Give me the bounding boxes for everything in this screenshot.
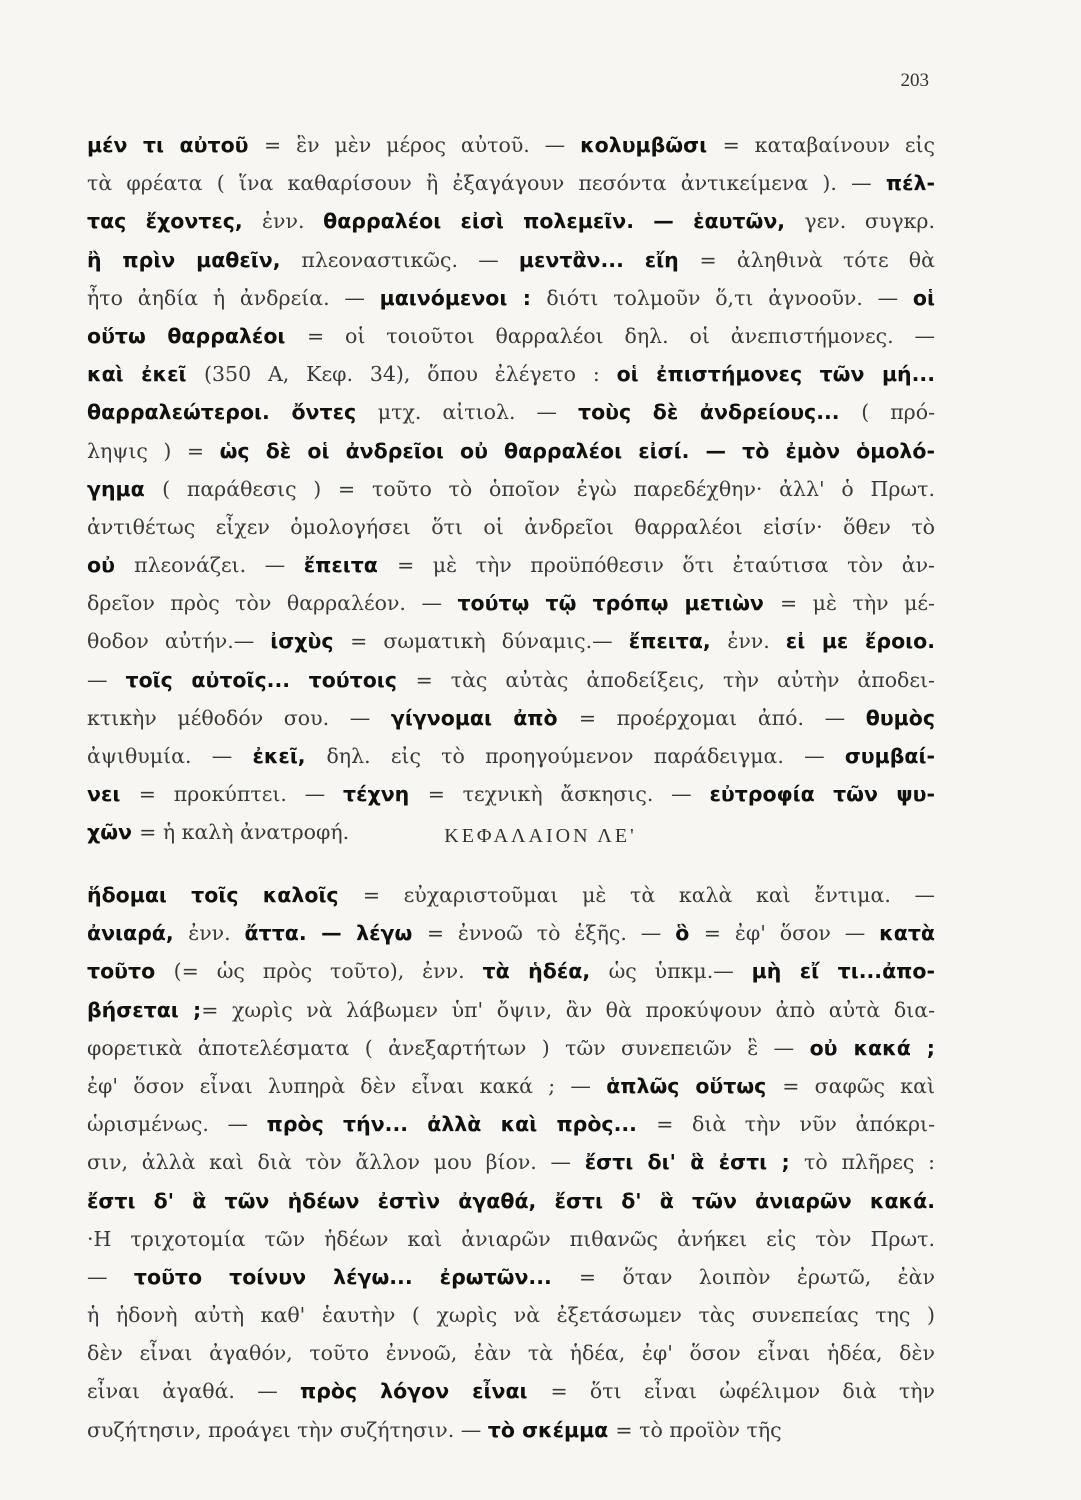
text-line [87,661,935,699]
lemma-term: πρὸς λόγον εἶναι [300,1379,551,1404]
lemma-term: οἱ ἐπιστήμονες τῶν μή... [616,362,935,387]
text-line [87,914,935,952]
gloss-text: = ὅτι εἶναι ὠφέλιμον διὰ τὴν [550,1379,935,1404]
text-line [87,432,935,470]
lemma-term: ἰσχὺς [270,629,351,654]
lemma-term: μαινόμενοι : [379,285,547,310]
lemma-term: τούτῳ τῷ τρόπῳ μετιὼν [457,591,780,616]
text-line [87,584,935,622]
gloss-text: μτχ. αἰτιολ. — [377,400,579,425]
text-line [87,1182,935,1220]
text-line [87,202,935,240]
gloss-text: θοδον αὐτήν.— [87,629,271,654]
lemma-term: ὃ [675,921,704,946]
text-line [87,508,935,546]
text-line [87,1029,935,1067]
text-line [87,952,935,990]
gloss-text: = τὰς αὐτὰς ἀποδείξεις, τὴν αὐτὴν ἀποδει- [415,667,935,692]
lemma-term: θαρραλέοι εἰσὶ πολεμεῖν. — ἑαυτῶν, [323,209,805,234]
page-number: 203 [900,70,929,91]
lemma-term: οὐ κακά ; [809,1035,935,1060]
gloss-text: (350 Α, Κεφ. 34), ὅπου ἐλέγετο : [203,362,617,387]
gloss-text: = εὐχαριστοῦμαι μὲ τὰ καλὰ καὶ ἔντιμα. — [362,883,935,907]
lemma-term: τας ἔχοντες, [87,209,263,234]
lemma-term: κολυμβῶσι [580,133,723,157]
gloss-text: κτικὴν μέθοδόν σου. — [87,705,391,730]
lemma-term: γίγνομαι ἀπὸ [390,705,579,730]
lemma-term: ἢ πρὶν μαθεῖν, [87,247,302,272]
gloss-text: δηλ. εἰς τὸ προηγούμενον παράδειγμα. — [326,744,845,768]
text-line [87,470,935,508]
lemma-term: τέχνη [342,782,428,807]
lemma-term: οὕτω θαρραλέοι [87,323,307,348]
gloss-text: σιν, ἀλλὰ καὶ διὰ τὸν ἄλλον μου βίον. — [87,1150,585,1175]
lemma-term: τοῦτο τοίνυν λέγω... ἐρωτῶν... [133,1264,579,1289]
lemma-term: μέν τι αὐτοῦ [87,133,265,157]
text-line [87,1411,935,1449]
gloss-text: ἐφ' ὅσον εἶναι λυπηρὰ δὲν εἶναι κακά ; — [87,1073,607,1098]
lemma-term: γημα [87,476,163,501]
commentary-block-2 [87,876,935,1449]
lemma-term: ἐκεῖ, [252,744,327,768]
gloss-text: τὰ φρέατα ( ἵνα καθαρίσουν ἢ ἐξαγάγουν πεσόντα ἀντικείμενα ). — [87,171,886,196]
text-line [87,126,935,164]
lemma-term: πρὸς τήν... ἀλλὰ καὶ πρὸς... [266,1112,657,1137]
lemma-term: ἥδομαι τοῖς καλοῖς [87,883,363,907]
gloss-text: = προέρχομαι ἀπό. — [578,705,866,730]
gloss-text: = ἓν μὲν μέρος αὐτοῦ. — [264,133,581,157]
lemma-term: ἄττα. — λέγω [244,921,427,946]
lemma-term: ἔστι δ' ἃ τῶν ἡδέων ἐστὶν ἀγαθά, ἔστι δ' ἃ τῶν ἀνιαρῶν κακά. [87,1188,935,1213]
gloss-text: ἐνν. [188,921,245,946]
text-line [87,991,935,1029]
gloss-text: ὡς ὑπκμ.— [608,959,752,984]
text-line [87,699,935,737]
text-line [87,1067,935,1105]
text-line [87,393,935,431]
gloss-text: = χωρὶς νὰ λάβωμεν ὑπ' ὄψιν, ἂν θὰ προκύψουν ἀπὸ αὐτὰ δια- [201,997,935,1022]
gloss-text: ·Η τριχοτομία τῶν ἡδέων καὶ ἀνιαρῶν πιθανῶς ἀνήκει εἰς τὸν Πρωτ. [87,1226,935,1251]
lemma-term: τοὺς δὲ ἀνδρείους... [578,400,862,425]
gloss-text: — [87,667,126,692]
gloss-text: ἐνν. [262,209,324,234]
gloss-text: = διὰ τὴν νῦν ἀπόκρι- [656,1112,935,1137]
lemma-term: οἱ [912,285,935,310]
gloss-text: = προκύπτει. — [138,782,343,807]
text-line [87,164,935,202]
lemma-term: ἁπλῶς οὕτως [606,1073,783,1098]
lemma-term: τοῦτο [87,959,174,984]
lemma-term: καὶ ἐκεῖ [87,362,204,387]
gloss-text: = ἡ καλὴ ἀνατροφή. [139,820,350,845]
text-line [87,876,935,914]
lemma-term: νει [87,782,139,807]
text-line [87,1334,935,1372]
gloss-text: δὲν εἶναι ἀγαθόν, τοῦτο ἐννοῶ, ἐὰν τὰ ἡδέα, ἐφ' ὅσον εἶναι ἡδέα, δὲν [87,1341,935,1366]
text-line [87,1105,935,1143]
lemma-term: τοῖς αὐτοῖς... τούτοις [125,667,416,692]
gloss-text: ἐνν. [727,629,786,654]
gloss-text: = τὸ προϊὸν τῆς [615,1417,782,1442]
lemma-term: μεντἂν... εἴη [518,247,700,272]
gloss-text: = τεχνικὴ ἄσκησις. — [427,782,710,807]
gloss-text: δρεῖον πρὸς τὸν θαρραλέον. — [87,591,458,616]
lemma-term: ἔπειτα [303,553,398,578]
lemma-term: εἰ με ἔροιο. [785,629,935,654]
text-line [87,622,935,660]
text-line [87,1220,935,1258]
gloss-text: γεν. συγκρ. [804,209,935,234]
gloss-text: = ὅταν λοιπὸν ἐρωτῶ, ἐὰν [578,1264,935,1289]
lemma-term: εὐτροφία τῶν ψυ- [709,782,935,807]
text-line [87,355,935,393]
gloss-text: = ἀληθινὰ τότε θὰ [699,247,935,272]
gloss-text: ἦτο ἀηδία ἡ ἀνδρεία. — [87,285,380,310]
gloss-text: πλεοναστικῶς. — [301,247,519,272]
gloss-text: ( παράθεσις ) = τοῦτο τὸ ὁποῖον ἐγὼ παρεδέχθην· ἀλλ' ὁ Πρωτ. [162,476,935,501]
gloss-text: πλεονάζει. — [134,553,304,578]
text-line [87,775,935,813]
lemma-term: θυμὸς [865,705,935,730]
gloss-text: φορετικὰ ἀποτελέσματα ( ἀνεξαρτήτων ) τῶν συνεπειῶν ἓ — [87,1035,810,1060]
text-line [87,1296,935,1334]
lemma-term: ἔπειτα, [628,629,728,654]
lemma-term: μὴ εἴ τι...ἀπο- [751,959,935,984]
lemma-term: χῶν [87,820,140,845]
text-line [87,241,935,279]
gloss-text: ( πρό- [861,400,935,425]
gloss-text: = καταβαίνουν εἰς [722,133,935,157]
lemma-term: συμβαί- [844,744,935,768]
lemma-term: οὐ [87,553,135,578]
text-line [87,546,935,584]
lemma-term: τὰ ἡδέα, [482,959,609,984]
gloss-text: ἀψιθυμία. — [87,744,253,768]
gloss-text: = μὲ τὴν μέ- [780,591,935,616]
gloss-text: ἡ ἡδονὴ αὐτὴ καθ' ἑαυτὴν ( χωρὶς νὰ ἐξετάσωμεν τὰς συνεπείας της ) [87,1303,935,1328]
chapter-title: ΚΕΦΑΛΑΙΟΝ ΛΕ' [444,825,637,847]
gloss-text: = μὲ τὴν προϋπόθεσιν ὅτι ἐταύτισα τὸν ἀν- [397,553,935,578]
lemma-term: ἔστι δι' ἃ ἐστι ; [584,1150,805,1175]
text-line [87,317,935,355]
gloss-text: εἶναι ἀγαθά. — [87,1379,301,1404]
text-line [87,1258,935,1296]
gloss-text: = σαφῶς καὶ [782,1073,935,1098]
gloss-text: τὸ πλῆρες : [804,1150,935,1175]
gloss-text: = σωματικὴ δύναμις.— [350,629,629,654]
lemma-term: τὸ σκέμμα [487,1417,616,1442]
gloss-text: ἀντιθέτως εἶχεν ὁμολογήσει ὅτι οἱ ἀνδρεῖοι θαρραλέοι εἰσίν· ὅθεν τὸ [87,514,935,539]
lemma-term: ἀνιαρά, [87,921,189,946]
lemma-term: κατὰ [879,921,935,946]
lemma-term: θαρραλεώτεροι. ὄντες [87,400,378,425]
commentary-block-1 [87,126,935,852]
gloss-text: = ἐννοῶ τὸ ἑξῆς. — [426,921,676,946]
text-line [87,1143,935,1181]
lemma-term: ὡς δὲ οἱ ἀνδρεῖοι οὐ θαρραλέοι εἰσί. — τὸ ἐμὸν ὁμολό- [219,438,935,463]
lemma-term: πέλ- [885,171,935,196]
gloss-text: — [87,1264,134,1289]
gloss-text: διότι τολμοῦν ὅ,τι ἀγνοοῦν. — [546,285,913,310]
text-line [87,1372,935,1410]
text-line [87,279,935,317]
gloss-text: συζήτησιν, προάγει τὴν συζήτησιν. — [87,1417,488,1442]
lemma-term: βήσεται ; [87,997,202,1022]
gloss-text: = οἱ τοιοῦτοι θαρραλέοι δηλ. οἱ ἀνεπιστήμονες. — [306,323,935,348]
gloss-text: = ἐφ' ὅσον — [703,921,880,946]
text-line [87,737,935,775]
gloss-text: (= ὡς πρὸς τοῦτο), ἐνν. [173,959,483,984]
gloss-text: ὡρισμένως. — [87,1112,267,1137]
gloss-text: ληψις ) = [87,438,220,463]
